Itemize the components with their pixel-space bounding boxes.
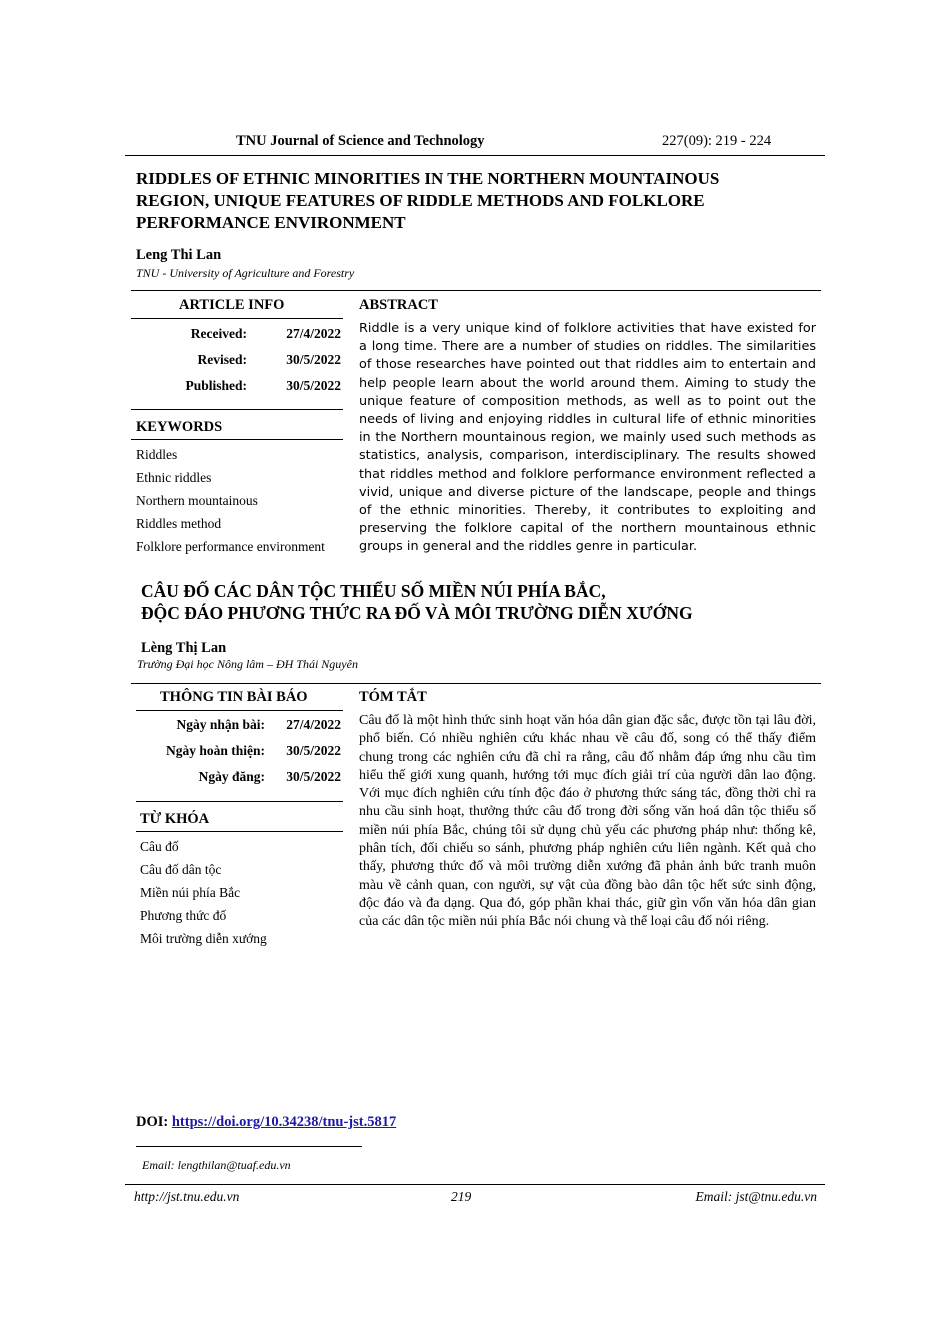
keyword-item: Câu đố	[140, 839, 179, 854]
keyword-item: Môi trường diễn xướng	[140, 931, 267, 946]
article-info-rule	[136, 710, 343, 711]
revised-date: 30/5/2022	[286, 352, 341, 367]
article-info-rule	[136, 801, 343, 802]
vietnamese-affiliation: Trường Đại học Nông lâm – ĐH Thái Nguyên	[137, 657, 358, 671]
title-line: CÂU ĐỐ CÁC DÂN TỘC THIỂU SỐ MIỀN NÚI PHÍA BẮC,	[141, 581, 606, 601]
keyword-item: Miền núi phía Bắc	[140, 885, 241, 900]
title-line: ĐỘC ĐÁO PHƯƠNG THỨC RA ĐỐ VÀ MÔI TRƯỜNG DIỄN XƯỚNG	[141, 603, 693, 623]
section-rule	[131, 683, 821, 684]
doi-label: DOI:	[136, 1114, 169, 1130]
section-rule	[131, 290, 821, 291]
abstract-heading: ABSTRACT	[359, 297, 438, 313]
keyword-item: Câu đố dân tộc	[140, 862, 222, 877]
author-name: Leng Thi Lan	[136, 247, 222, 263]
received-label: Ngày nhận bài:	[176, 717, 265, 732]
page-number: 219	[451, 1189, 472, 1204]
footnote-rule	[136, 1146, 362, 1147]
author-affiliation: TNU - University of Agriculture and Forestry	[136, 266, 355, 280]
keyword-item: Ethnic riddles	[136, 470, 212, 485]
revised-label: Revised:	[197, 352, 247, 367]
keywords-rule	[136, 831, 343, 832]
vietnamese-author-name: Lèng Thị Lan	[141, 640, 227, 656]
vietnamese-title	[141, 580, 821, 624]
published-date: 30/5/2022	[286, 378, 341, 393]
published-label: Published:	[185, 378, 247, 393]
footer-website: http://jst.tnu.edu.vn	[134, 1189, 240, 1204]
received-label: Received:	[190, 326, 247, 341]
vietnamese-article-info-heading: THÔNG TIN BÀI BÁO	[160, 689, 308, 705]
abstract-text: Riddle is a very unique kind of folklore activities that have existed for a long time. There are a number of studies on riddles. The similarities of those researches have pointed out that riddles aim to entertain and help people learn about the world around them. Aiming to study the unique feature of composition methods, as well as to point out the needs of living and enjoying riddles in cultural life of ethnic minorities in the Northern mountainous region, we mainly used such methods as statistics, analysis, comparison, interdisciplinary. The results showed that riddles method and folklore performance environment reflected a vivid, unique and diverse picture of the landscape, people and things of the ethnic minorities. Thereby, it contributes to exploiting and preserving the folklore capital of the northern mountainous ethnic groups in general and the riddles genre in particular.	[359, 321, 816, 555]
title-line: REGION, UNIQUE FEATURES OF RIDDLE METHODS AND FOLKLORE	[136, 191, 705, 210]
vietnamese-abstract-heading: TÓM TẮT	[359, 689, 427, 705]
keyword-item: Riddles method	[136, 516, 222, 531]
article-info-heading: ARTICLE INFO	[179, 297, 285, 313]
vietnamese-keywords-heading: TỪ KHÓA	[140, 811, 210, 827]
revised-label: Ngày hoàn thiện:	[165, 743, 265, 758]
header-rule	[125, 155, 825, 156]
footer-email: Email: jst@tnu.edu.vn	[695, 1189, 817, 1204]
article-info-rule	[131, 409, 343, 410]
doi	[136, 1114, 396, 1131]
keywords-heading: KEYWORDS	[136, 419, 223, 435]
title-line: PERFORMANCE ENVIRONMENT	[136, 213, 406, 232]
article-info-rule	[131, 318, 343, 319]
received-date: 27/4/2022	[286, 717, 341, 732]
keyword-item: Phương thức đố	[140, 908, 227, 923]
keyword-item: Folklore performance environment	[136, 539, 325, 554]
keywords-rule	[131, 439, 343, 440]
keyword-item: Northern mountainous	[136, 493, 258, 508]
volume-pages: 227(09): 219 - 224	[662, 133, 772, 149]
title-line: RIDDLES OF ETHNIC MINORITIES IN THE NORTHERN MOUNTAINOUS	[136, 169, 720, 188]
published-date: 30/5/2022	[286, 769, 341, 784]
paper-title	[136, 168, 816, 234]
journal-name: TNU Journal of Science and Technology	[236, 133, 485, 149]
doi-link[interactable]: https://doi.org/10.34238/tnu-jst.5817	[171, 1114, 397, 1130]
revised-date: 30/5/2022	[286, 743, 341, 758]
published-label: Ngày đăng:	[198, 769, 265, 784]
received-date: 27/4/2022	[286, 326, 341, 341]
keyword-item: Riddles	[136, 447, 178, 462]
corresponding-email: Email: lengthilan@tuaf.edu.vn	[142, 1158, 291, 1172]
footer-rule	[125, 1184, 825, 1185]
vietnamese-abstract-text: Câu đố là một hình thức sinh hoạt văn hóa dân gian đặc sắc, được tồn tại lâu đời, phổ biến. Có nhiều nghiên cứu khác nhau về câu đố, song có thể thấy điểm chung trong các nghiên cứu đã chỉ ra rằng, câu đố nhằm đáp ứng nhu cầu tìm hiểu thế giới xung quanh, hướng tới mục đích giải trí của người dân lao động. Với mục đích nghiên cứu tính độc đáo ở phương thức sáng tác, đồng thời chỉ ra nhu cầu sinh hoạt, thưởng thức câu đố trong đời sống văn hoá dân tộc thiểu số miền núi phía Bắc, chúng tôi sử dụng chủ yếu các phương pháp như: thống kê, phân tích, đối chiếu so sánh, phương pháp nghiên cứu liên ngành. Kết quả cho thấy, phương thức đố và môi trường diễn xướng đã phản ảnh bức tranh muôn màu về cảnh quan, con người, sự vật của đồng bào dân tộc hết sức sinh động, độc đáo và đa dạng. Qua đó, góp phần khai thác, giữ gìn vốn văn hóa dân gian của các dân tộc miền núi phía Bắc nói chung và thể loại câu đố nói riêng.	[359, 713, 816, 930]
